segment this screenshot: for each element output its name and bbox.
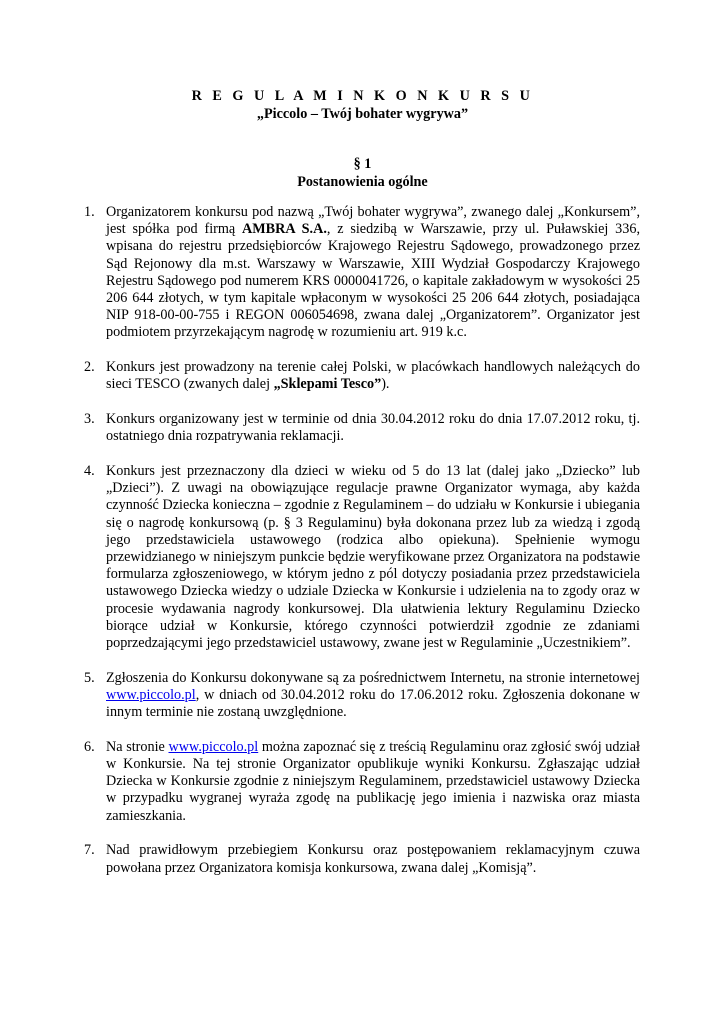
item-text — [106, 204, 640, 342]
item-number: 3. — [84, 411, 95, 428]
list-item — [84, 842, 640, 876]
piccolo-link[interactable]: www.piccolo.pl — [106, 686, 196, 703]
list-item — [84, 411, 640, 445]
list-item — [84, 739, 640, 825]
provisions-list — [84, 204, 640, 894]
item-text: Nad prawidłowym przebiegiem Konkursu oraz postępowaniem reklamacyjnym czuwa powołana przez Organizatora komisja konkursowa, zwana dalej „Komisją”. — [106, 842, 640, 876]
document-subtitle: „Piccolo – Twój bohater wygrywa” — [256, 106, 469, 122]
item-text: Konkurs organizowany jest w terminie od dnia 30.04.2012 roku do dnia 17.07.2012 roku, tj. ostatniego dnia rozpatrywania reklamacji. — [106, 411, 640, 445]
item-number: 2. — [84, 359, 95, 376]
piccolo-link[interactable]: www.piccolo.pl — [168, 738, 259, 755]
text-span: , w dniach od 30.04.2012 roku do 17.06.2012 roku. Zgłoszenia dokonane w innym terminie nie zostaną uwzględnione. — [106, 686, 640, 721]
company-name: AMBRA S.A. — [242, 221, 327, 238]
item-text: Konkurs jest przeznaczony dla dzieci w wieku od 5 do 13 lat (dalej jako „Dziecko” lub „Dzieci”). Z uwagi na obowiązujące regulacje prawne Organizator wymaga, aby każda czynność Dziecka konieczna – zgodnie z Regulaminem – do udziału w Konkursie i ubiegania się o nagrodę konkursową (p. § 3 Regulaminu) była dokonana przez lub za wiedzą i zgodą jego przedstawiciela ustawowego (rodzica albo opiekuna). Spełnienie wymogu przewidzianego w niniejszym punkcie będzie weryfikowane przez Organizatora na podstawie formularza zgłoszeniowego, w którym jedno z pól dotyczy posiadania przez przedstawiciela ustawowego Dziecka wiedzy o udziale Dziecka w Konkursie i udzielenia na to zgody oraz w procesie wydawania nagrody konkursowej. Dla ułatwienia lektury Regulaminu Dziecko biorące udział w Konkursie, którego czynności potwierdził zgodnie ze zdaniami poprzedzającymi jego przedstawiciel ustawowy, zwane jest w Regulaminie „Uczestnikiem”. — [106, 462, 640, 651]
item-number: 7. — [84, 842, 95, 859]
text-span: Zgłoszenia do Konkursu dokonywane są za pośrednictwem Internetu, na stronie internetowej — [106, 669, 640, 686]
section-number: § 1 — [353, 156, 372, 172]
text-span: , z siedzibą w Warszawie, przy ul. Puławskiej 336, wpisana do rejestru przedsiębiorców Krajowego Rejestru Sądowego, prowadzonego przez Sąd Rejonowy dla m.st. Warszawy w Warszawie, XIII Wydział Gospodarczy Krajowego Rejestru Sądowego pod numerem KRS 0000041726, o kapitale zakładowym w wysokości 25 206 644 złotych, w tym kapitale wpłaconym w wysokości 25 206 644 złotych, posiadająca NIP 918-00-00-755 i REGON 006054698, zwana dalej „Organizatorem”. Organizator jest podmiotem przyrzekającym nagrodę w rozumieniu art. 919 k.c. — [106, 221, 641, 341]
item-number: 6. — [84, 738, 95, 755]
item-number: 4. — [84, 462, 95, 479]
item-text — [106, 359, 640, 393]
list-item — [84, 204, 640, 342]
store-name: „Sklepami Tesco” — [273, 376, 382, 393]
text-span: Na stronie — [106, 738, 169, 755]
list-item — [84, 670, 640, 722]
item-number: 1. — [84, 204, 95, 220]
text-span: można zapoznać się z treścią Regulaminu oraz zgłosić swój udział w Konkursie. Na tej stronie Organizator opublikuje wyniki Konkursu. Zgłaszając udział Dziecka w Konkursie zgodnie z niniejszym Regulaminem, przedstawiciel ustawowy Dziecka w przypadku wygranej wyraża zgodę na publikację jego imienia i nazwiska oraz miasta zamieszkania. — [106, 738, 640, 824]
text-span: ). — [381, 376, 390, 393]
list-item — [84, 463, 640, 652]
document-title: R E G U L A M I N K O N K U R S U — [191, 88, 534, 104]
section-title: Postanowienia ogólne — [297, 174, 428, 190]
item-text — [106, 739, 640, 825]
text-span: Organizatorem konkursu pod nazwą „Twój bohater wygrywa”, zwanego dalej „Konkursem”, jest spółka pod firmą — [106, 204, 640, 238]
text-span: Konkurs jest prowadzony na terenie całej Polski, w placówkach handlowych należących do sieci TESCO (zwanych dalej — [106, 359, 640, 393]
item-number: 5. — [84, 669, 95, 686]
list-item — [84, 359, 640, 393]
item-text — [106, 670, 640, 722]
